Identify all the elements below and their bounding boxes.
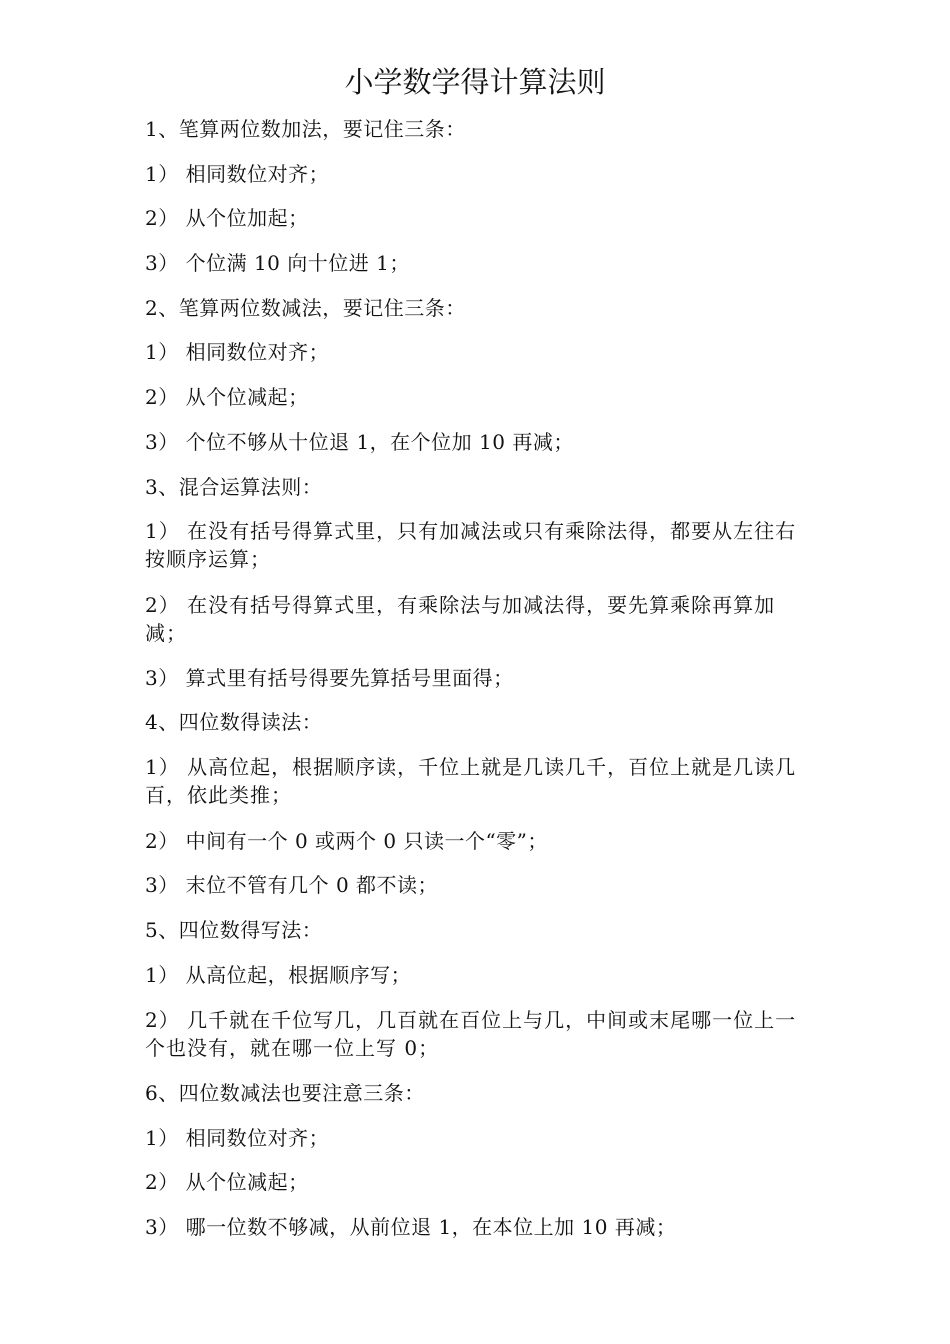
rule-item: 2） 从个位减起； bbox=[145, 385, 309, 409]
section-heading-mixed-operations: 3、混合运算法则： bbox=[145, 475, 323, 499]
rule-item: 2） 中间有一个 0 或两个 0 只读一个“零”； bbox=[145, 829, 548, 853]
rule-item: 1） 从高位起，根据顺序读，千位上就是几读几千，百位上就是几读几百，依此类推； bbox=[145, 755, 797, 807]
rule-item: 2） 在没有括号得算式里，有乘除法与加减法得，要先算乘除再算加减； bbox=[145, 593, 776, 645]
section-heading-subtraction: 2、笔算两位数减法，要记住三条： bbox=[145, 296, 466, 320]
document-title: 小学数学得计算法则 bbox=[344, 65, 606, 99]
rule-item: 1） 相同数位对齐； bbox=[145, 1126, 330, 1150]
rule-item: 2） 几千就在千位写几，几百就在百位上与几，中间或末尾哪一位上一个也没有，就在哪一位上写 0； bbox=[145, 1008, 797, 1060]
section-heading-addition: 1、笔算两位数加法，要记住三条： bbox=[145, 117, 466, 141]
rule-item: 3） 算式里有括号得要先算括号里面得； bbox=[145, 666, 514, 690]
rule-item: 3） 末位不管有几个 0 都不读； bbox=[145, 873, 439, 897]
rule-item: 2） 从个位加起； bbox=[145, 206, 309, 230]
rule-item: 3） 个位不够从十位退 1，在个位加 10 再减； bbox=[145, 430, 574, 454]
rule-item: 1） 相同数位对齐； bbox=[145, 162, 330, 186]
rule-item: 1） 相同数位对齐； bbox=[145, 340, 330, 364]
rule-item: 2） 从个位减起； bbox=[145, 1170, 309, 1194]
rule-item: 1） 从高位起，根据顺序写； bbox=[145, 963, 412, 987]
rule-item: 3） 哪一位数不够减，从前位退 1，在本位上加 10 再减； bbox=[145, 1215, 677, 1239]
section-heading-reading-numbers: 4、四位数得读法： bbox=[145, 710, 323, 734]
section-heading-four-digit-subtraction: 6、四位数减法也要注意三条： bbox=[145, 1081, 425, 1105]
rule-item: 3） 个位满 10 向十位进 1； bbox=[145, 251, 410, 275]
rule-item: 1） 在没有括号得算式里，只有加减法或只有乘除法得，都要从左往右按顺序运算； bbox=[145, 519, 797, 571]
section-heading-writing-numbers: 5、四位数得写法： bbox=[145, 918, 323, 942]
